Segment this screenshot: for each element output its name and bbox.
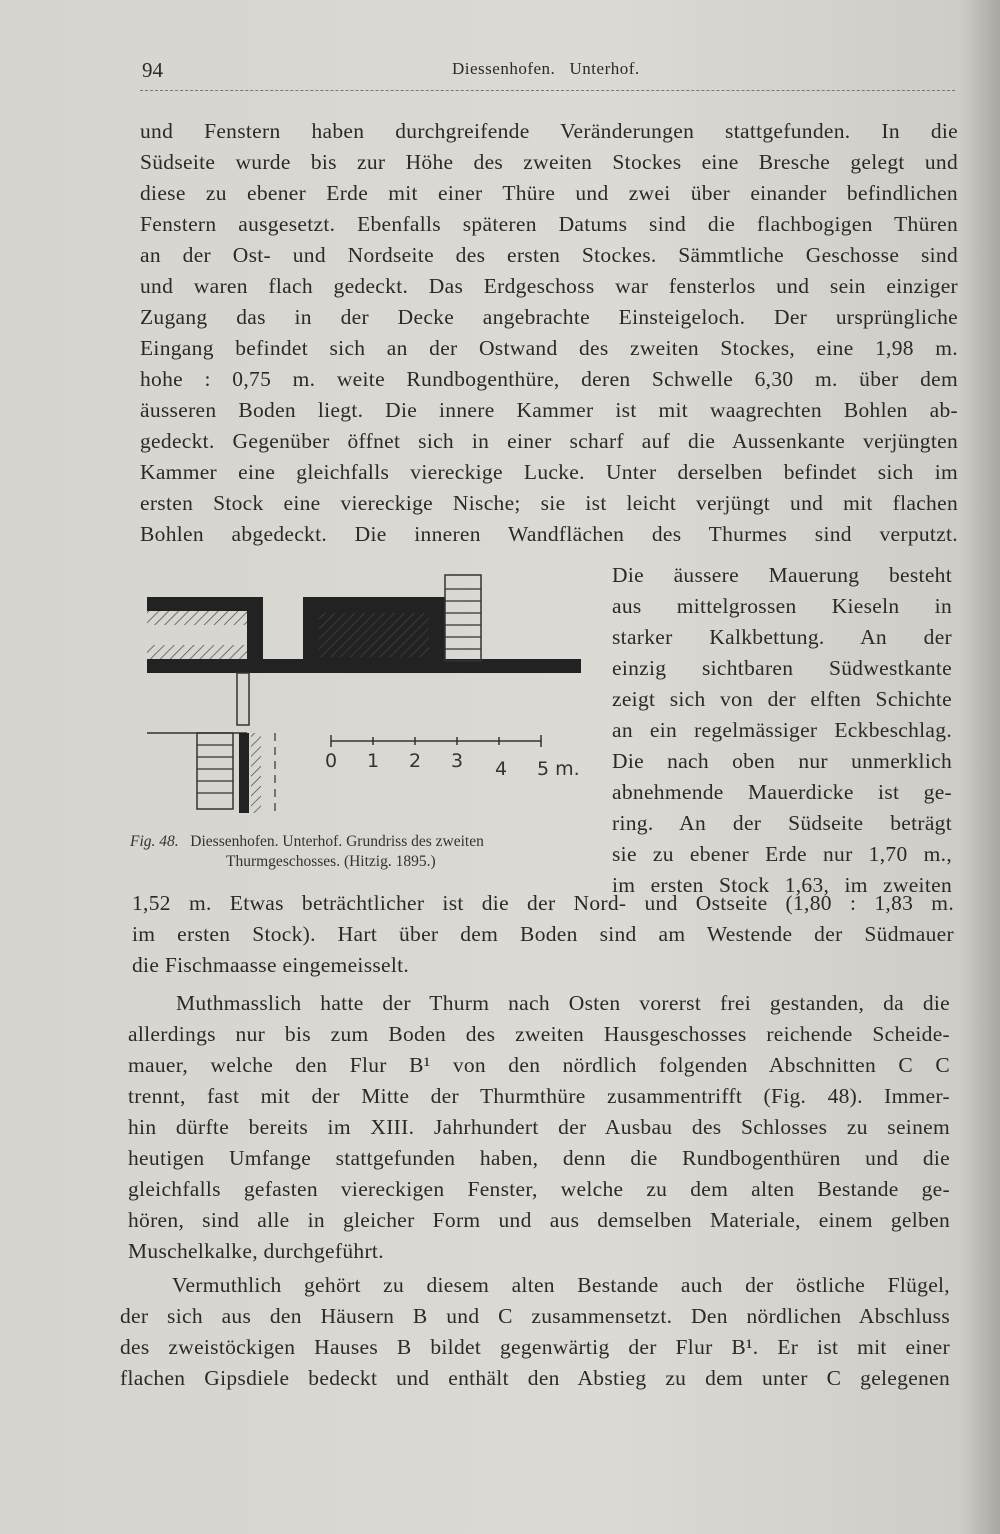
paragraph-3: [120, 1270, 950, 1394]
text-line: Die äussere Mauerung besteht: [612, 563, 952, 587]
wall-left-hatch-2: [147, 645, 247, 659]
caption-credit: (Hitzig. 1895.): [343, 853, 436, 870]
lower-wall-solid: [239, 733, 249, 813]
text-line: ring. An der Südseite beträgt: [612, 811, 952, 835]
text-line: an der Ost- und Nordseite des ersten Stockes. Sämmtliche Geschosse sind: [140, 243, 958, 267]
text-line: 1,52 m. Etwas beträchtlicher ist die der Nord- und Ostseite (1,80 : 1,83 m.: [132, 891, 954, 915]
text-line: im ersten Stock 1,63, im zweiten: [612, 873, 952, 897]
text-line: des zweistöckigen Hauses B bildet gegenwärtig der Flur B¹. Er ist mit einer: [120, 1335, 950, 1359]
text-line: gleichfalls gefasten viereckigen Fenster, welche zu dem alten Bestande ge-: [128, 1177, 950, 1201]
text-line: Kammer eine gleichfalls viereckige Lucke. Unter derselben befindet sich im: [140, 460, 958, 484]
stair-bottom-treads: [197, 745, 233, 793]
text-line: hin dürfte bereits im XIII. Jahrhundert der Ausbau des Schlosses zu seinem: [128, 1115, 950, 1139]
caption-text: Diessenhofen. Unterhof. Grundriss des zweiten: [190, 833, 484, 850]
text-line: diese zu ebener Erde mit einer Thüre und zwei über einander befindlichen: [140, 181, 958, 205]
stair-top-treads: [445, 589, 481, 649]
text-line: und waren flach gedeckt. Das Erdgeschoss war fensterlos und sein einziger: [140, 274, 958, 298]
text-line: ersten Stock eine viereckige Nische; sie ist leicht verjüngt und mit flachen: [140, 491, 958, 515]
text-line: Südseite wurde bis zur Höhe des zweiten Stockes eine Bresche gelegt und: [140, 150, 958, 174]
scale-label-2: 2: [409, 750, 422, 772]
text-line: heutigen Umfange stattgefunden haben, denn die Rundbogenthüren und die: [128, 1146, 950, 1170]
wall-left-post: [247, 597, 263, 669]
text-line: zeigt sich von der elften Schichte: [612, 687, 952, 711]
after-figure-text: [132, 888, 954, 981]
text-line: die Fischmaasse eingemeisselt.: [132, 953, 410, 977]
scale-bar: [331, 735, 541, 747]
text-line: aus mittelgrossen Kieseln in: [612, 594, 952, 618]
text-line: Muschelkalke, durchgeführt.: [128, 1239, 384, 1263]
scale-label-0: 0: [325, 750, 338, 772]
text-line: hohe : 0,75 m. weite Rundbogenthüre, deren Schwelle 6,30 m. über dem: [140, 367, 958, 391]
caption-label: Fig. 48.: [130, 833, 179, 850]
stair-top: [445, 575, 481, 661]
page-number: 94: [142, 58, 163, 82]
scale-label-1: 1: [367, 750, 380, 772]
text-line: Vermuthlich gehört zu diesem alten Bestande auch der östliche Flügel,: [172, 1273, 950, 1297]
lower-wall-hatch: [251, 733, 261, 813]
text-line: an ein regelmässiger Eckbeschlag.: [612, 718, 952, 742]
text-line: starker Kalkbettung. An der: [612, 625, 952, 649]
text-line: gedeckt. Gegenüber öffnet sich in einer scharf auf die Aussenkante verjüngten: [140, 429, 958, 453]
paragraph-1: [140, 116, 958, 550]
paragraph-2: [128, 988, 950, 1267]
caption-line-2: [130, 852, 595, 872]
text-line: allerdings nur bis zum Boden des zweiten Hausgeschosses reichende Scheide-: [128, 1022, 950, 1046]
wall-top-left: [147, 597, 263, 611]
scale-label-4: 4: [495, 758, 508, 780]
text-line: Fenstern ausgesetzt. Ebenfalls späteren Datums sind die flachbogigen Thüren: [140, 212, 958, 236]
scale-label-5m: 5 m.: [537, 758, 580, 780]
text-line: Bohlen abgedeckt. Die inneren Wandflächen des Thurmes sind verputzt.: [140, 522, 958, 546]
running-title: Diessenhofen. Unterhof.: [452, 59, 640, 78]
header-rule: [140, 90, 955, 91]
text-line: im ersten Stock). Hart über dem Boden sind am Westende der Südmauer: [132, 922, 954, 946]
text-line: äusseren Boden liegt. Die innere Kammer ist mit waagrechten Bohlen ab-: [140, 398, 958, 422]
side-column-text: [612, 560, 952, 901]
text-line: hören, sind alle in gleicher Form und aus demselben Materiale, einem gelben: [128, 1208, 950, 1232]
text-line: einzig sichtbaren Südwestkante: [612, 656, 952, 680]
text-line: abnehmende Mauerdicke ist ge-: [612, 780, 952, 804]
text-line: trennt, fast mit der Mitte der Thurmthüre zusammentrifft (Fig. 48). Immer-: [128, 1084, 950, 1108]
text-line: sie zu ebener Erde nur 1,70 m.,: [612, 842, 952, 866]
text-line: Die nach oben nur unmerklich: [612, 749, 952, 773]
text-line: mauer, welche den Flur B¹ von den nördlich folgenden Abschnitten C C: [128, 1053, 950, 1077]
floor-plan-drawing: [135, 565, 605, 835]
text-line: und Fenstern haben durchgreifende Veränderungen stattgefunden. In die: [140, 119, 958, 143]
text-line: Zugang das in der Decke angebrachte Einsteigeloch. Der ursprüngliche: [140, 305, 958, 329]
caption-text-2: Thurmgeschosses.: [226, 853, 341, 870]
page-header: [140, 56, 955, 86]
text-line: Muthmasslich hatte der Thurm nach Osten vorerst frei gestanden, da die: [176, 991, 950, 1015]
text-line: Eingang befindet sich an der Ostwand des zweiten Stockes, eine 1,98 m.: [140, 336, 958, 360]
figure-caption: [130, 832, 595, 872]
scale-label-3: 3: [451, 750, 464, 772]
text-line: flachen Gipsdiele bedeckt und enthält den Abstieg zu dem unter C gelegenen: [120, 1366, 950, 1390]
door-post: [237, 673, 249, 725]
wall-left-hatch-1: [147, 611, 247, 625]
text-line: der sich aus den Häusern B und C zusammensetzt. Den nördlichen Abschluss: [120, 1304, 950, 1328]
